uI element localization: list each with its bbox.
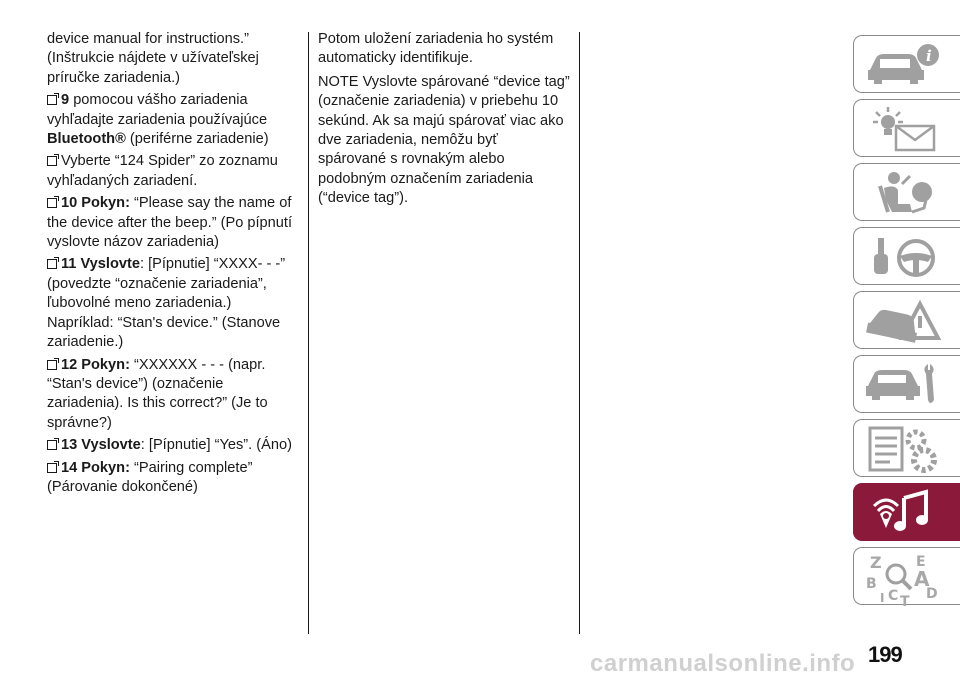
step-13-text: : [Pípnutie] “Yes”. (Áno) <box>140 437 292 454</box>
specs-gear-icon <box>864 424 944 474</box>
step-vyberte <box>47 152 299 191</box>
step-12 <box>47 356 299 434</box>
step-11-text: : [Pípnutie] “XXXX- - -” (povedzte “označenie zariadenia”, ľubovolné meno zariadenia.) Napríklad: “Stan's device.” (Stanove zariadenie.) <box>47 256 286 351</box>
breakdown-triangle-icon <box>864 296 944 346</box>
index-letter-z: Z <box>870 553 882 572</box>
step-vyberte-text: Vyberte “124 Spider” zo zoznamu vyhľadaných zariadení. <box>47 153 278 189</box>
column-divider <box>579 32 580 634</box>
car-info-icon <box>864 40 944 90</box>
page-number: 199 <box>868 642 902 667</box>
index-letter-i: I <box>880 591 885 605</box>
tab-warning-lights[interactable] <box>853 99 960 157</box>
intro-text: device manual for instructions.” (Inštrukcie nájdete v užívateľskej príručke zariadenia.) <box>47 31 259 86</box>
tab-breakdown[interactable] <box>853 291 960 349</box>
index-letter-e: E <box>916 554 926 570</box>
step-9-tail: (periférne zariadenie) <box>125 131 269 148</box>
tab-steering-key[interactable] <box>853 227 960 285</box>
step-bullet-icon <box>47 95 57 105</box>
index-letter-c: C <box>888 588 899 604</box>
step-9-num: 9 <box>61 92 70 109</box>
warning-lights-icon <box>864 104 944 154</box>
index-letter-t: T <box>900 594 910 606</box>
step-12-text: “XXXXXX - - - (napr. “Stan's device”) (označenie zariadenia). Is this correct?” (Je to správne?) <box>47 356 268 431</box>
steering-key-icon <box>864 232 944 282</box>
step-11 <box>47 255 299 352</box>
bluetooth-label: Bluetooth® <box>47 131 126 148</box>
step-10 <box>47 194 299 252</box>
step-10-text: “Please say the name of the device after the beep.” (Po pípnutí vyslovte názov zariadenia) <box>47 195 293 251</box>
identify-paragraph: Potom uložení zariadenia ho systém automaticky identifikuje. <box>318 31 554 67</box>
multimedia-music-icon <box>864 488 944 538</box>
watermark: carmanualsonline.info <box>590 650 856 677</box>
step-bullet-icon <box>47 360 57 370</box>
tab-maintenance[interactable] <box>853 355 960 413</box>
tab-specs[interactable] <box>853 419 960 477</box>
step-13 <box>47 436 299 455</box>
step-bullet-icon <box>47 198 57 208</box>
tab-airbag-seat[interactable] <box>853 163 960 221</box>
column-divider <box>308 32 309 634</box>
step-bullet-icon <box>47 440 57 450</box>
magnifier-icon <box>887 565 905 583</box>
chapter-tabs <box>853 35 960 611</box>
step-10-label: 10 Pokyn: <box>61 195 130 212</box>
step-14-label: 14 Pokyn: <box>61 459 130 476</box>
tab-multimedia[interactable] <box>853 483 960 541</box>
car-wrench-icon <box>864 360 944 410</box>
step-bullet-icon <box>47 463 57 473</box>
step-11-label: 11 Vyslovte <box>61 256 140 273</box>
svg-text:i: i <box>926 47 932 65</box>
step-9 <box>47 91 299 149</box>
index-letter-a: A <box>914 567 930 591</box>
tab-index[interactable] <box>853 547 960 605</box>
step-14-text: “Pairing complete” (Párovanie dokončené) <box>47 459 253 495</box>
tab-car-info[interactable] <box>853 35 960 93</box>
step-bullet-icon <box>47 259 57 269</box>
step-12-label: 12 Pokyn: <box>61 356 130 373</box>
index-letter-d: D <box>926 586 938 602</box>
note-paragraph: NOTE Vyslovte spárované “device tag” (označenie zariadenia) v priebehu 10 sekúnd. Ak sa majú spárovať viac ako dve zariadenia, nemôžu byť spárované s rovnakým alebo podobným označením zariadenia (“device tag”). <box>318 73 570 207</box>
step-14 <box>47 459 299 498</box>
step-bullet-icon <box>47 156 57 166</box>
left-column <box>47 30 299 497</box>
alphabetical-index-icon <box>864 552 944 606</box>
step-13-label: 13 Vyslovte <box>61 437 141 454</box>
middle-column <box>318 30 570 213</box>
index-letter-b: B <box>866 576 877 592</box>
step-9-text: pomocou vášho zariadenia vyhľadajte zariadenia používajúce <box>47 92 268 128</box>
airbag-seat-icon <box>864 168 944 218</box>
